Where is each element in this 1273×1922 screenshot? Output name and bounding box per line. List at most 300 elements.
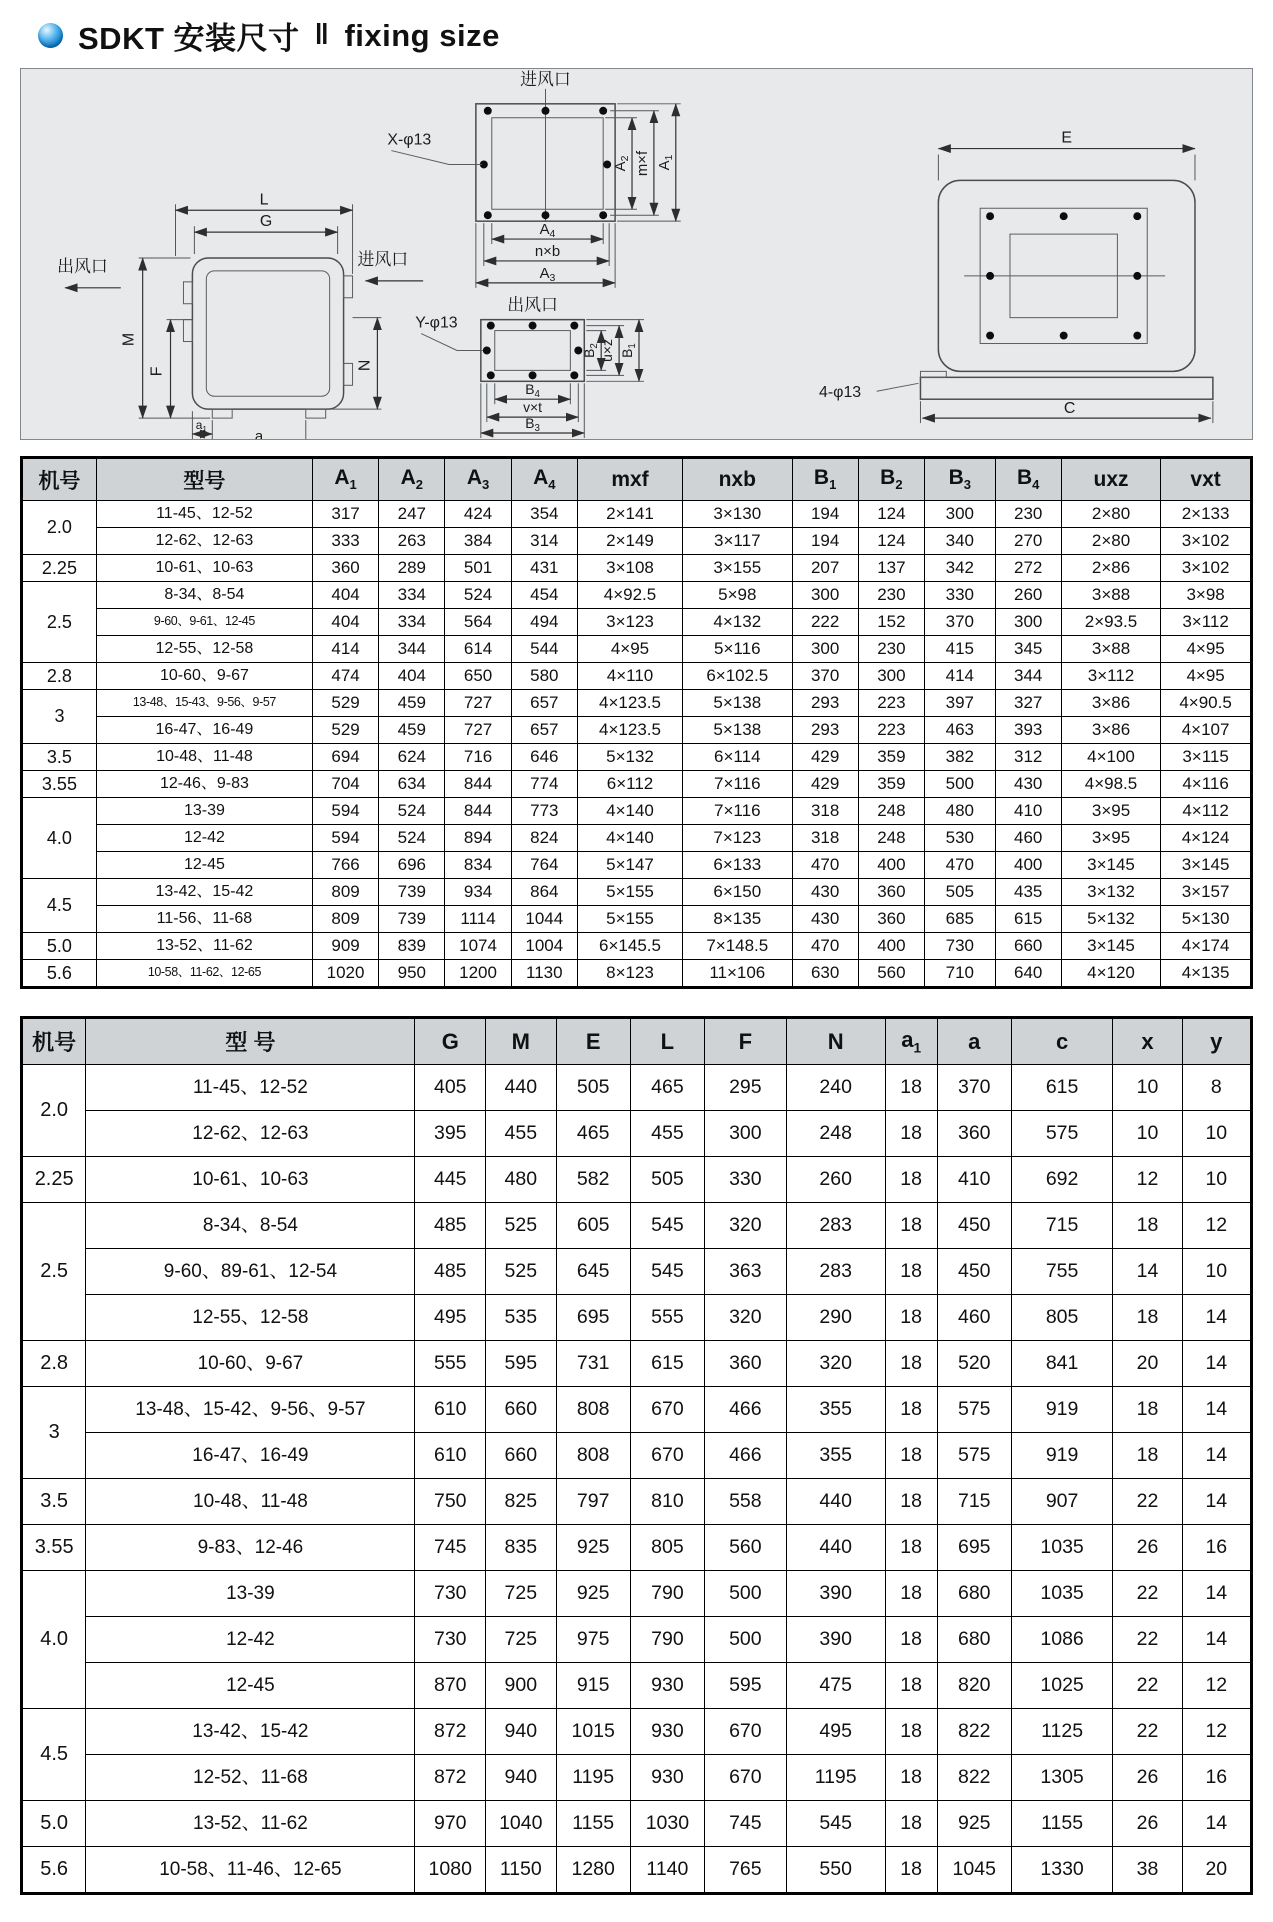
cell-value: 318 xyxy=(792,798,858,825)
cell-value: 580 xyxy=(511,663,577,690)
table-row xyxy=(22,1479,1252,1525)
cell-value: 810 xyxy=(630,1479,704,1525)
cell-model: 8-34、8-54 xyxy=(86,1203,415,1249)
cell-value: 764 xyxy=(511,852,577,879)
cell-value: 152 xyxy=(858,609,924,636)
cell-value: 430 xyxy=(995,771,1061,798)
cell-value: 18 xyxy=(885,1157,937,1203)
cell-value: 312 xyxy=(995,744,1061,771)
cell-value: 22 xyxy=(1113,1617,1182,1663)
cell-value: 805 xyxy=(1011,1295,1112,1341)
cell-value: 400 xyxy=(995,852,1061,879)
cell-value: 3×155 xyxy=(683,555,792,582)
dim-label-uxz: u×z xyxy=(599,339,616,362)
table-row xyxy=(22,879,1252,906)
cell-frame-size: 2.25 xyxy=(22,555,97,582)
cell-model: 10-48、11-48 xyxy=(96,744,312,771)
table-row xyxy=(22,1801,1252,1847)
cell-value: 4×140 xyxy=(577,825,682,852)
table-row xyxy=(22,1295,1252,1341)
cell-frame-size: 3 xyxy=(22,1387,86,1479)
cell-value: 1045 xyxy=(937,1847,1011,1894)
title-bullet-icon xyxy=(38,23,63,48)
cell-value: 841 xyxy=(1011,1341,1112,1387)
cell-value: 545 xyxy=(786,1801,885,1847)
cell-value: 930 xyxy=(630,1755,704,1801)
cell-value: 14 xyxy=(1182,1341,1251,1387)
cell-value: 14 xyxy=(1182,1387,1251,1433)
cell-frame-size: 4.0 xyxy=(22,798,97,879)
cell-value: 359 xyxy=(858,744,924,771)
cell-value: 8×123 xyxy=(577,960,682,988)
table-row xyxy=(22,1157,1252,1203)
cell-value: 272 xyxy=(995,555,1061,582)
cell-value: 10 xyxy=(1113,1111,1182,1157)
cell-value: 790 xyxy=(630,1571,704,1617)
cell-value: 465 xyxy=(556,1111,630,1157)
column-header: L xyxy=(630,1018,704,1065)
cell-value: 300 xyxy=(858,663,924,690)
cell-value: 330 xyxy=(925,582,996,609)
cell-value: 739 xyxy=(379,906,445,933)
cell-value: 524 xyxy=(379,825,445,852)
cell-value: 14 xyxy=(1182,1295,1251,1341)
cell-value: 11×106 xyxy=(683,960,792,988)
cell-value: 500 xyxy=(705,1571,787,1617)
cell-value: 822 xyxy=(937,1709,1011,1755)
cell-value: 38 xyxy=(1113,1847,1182,1894)
cell-model: 9-60、9-61、12-45 xyxy=(96,609,312,636)
cell-value: 12 xyxy=(1182,1709,1251,1755)
cell-value: 731 xyxy=(556,1341,630,1387)
page-title-zh: SDKT 安装尺寸 xyxy=(78,21,300,56)
cell-value: 429 xyxy=(792,771,858,798)
cell-value: 1074 xyxy=(445,933,511,960)
column-header: mxf xyxy=(577,458,682,501)
cell-value: 10 xyxy=(1113,1065,1182,1111)
cell-value: 2×80 xyxy=(1061,501,1160,528)
cell-value: 194 xyxy=(792,528,858,555)
cell-value: 395 xyxy=(415,1111,486,1157)
cell-value: 615 xyxy=(995,906,1061,933)
table-row xyxy=(22,1065,1252,1111)
dim-label-F: F xyxy=(148,366,166,377)
cell-value: 824 xyxy=(511,825,577,852)
cell-value: 594 xyxy=(312,798,378,825)
cell-value: 820 xyxy=(937,1663,1011,1709)
cell-model: 9-60、89-61、12-54 xyxy=(86,1249,415,1295)
cell-value: 1004 xyxy=(511,933,577,960)
cell-value: 10 xyxy=(1182,1249,1251,1295)
cell-value: 1330 xyxy=(1011,1847,1112,1894)
cell-value: 18 xyxy=(885,1387,937,1433)
cell-value: 22 xyxy=(1113,1663,1182,1709)
cell-value: 500 xyxy=(925,771,996,798)
table-row xyxy=(22,528,1252,555)
cell-frame-size: 5.6 xyxy=(22,960,97,988)
cell-value: 5×132 xyxy=(577,744,682,771)
cell-value: 710 xyxy=(925,960,996,988)
cell-value: 359 xyxy=(858,771,924,798)
cell-frame-size: 2.5 xyxy=(22,1203,86,1341)
cell-value: 4×98.5 xyxy=(1061,771,1160,798)
cell-value: 495 xyxy=(786,1709,885,1755)
cell-value: 1130 xyxy=(511,960,577,988)
cell-value: 4×95 xyxy=(577,636,682,663)
cell-value: 16 xyxy=(1182,1755,1251,1801)
cell-value: 4×174 xyxy=(1161,933,1252,960)
header-row xyxy=(22,458,1252,501)
cell-value: 550 xyxy=(786,1847,885,1894)
cell-value: 16 xyxy=(1182,1525,1251,1571)
cell-value: 455 xyxy=(486,1111,557,1157)
table-row xyxy=(22,1203,1252,1249)
cell-value: 431 xyxy=(511,555,577,582)
cell-value: 900 xyxy=(486,1663,557,1709)
cell-value: 405 xyxy=(415,1065,486,1111)
cell-value: 485 xyxy=(415,1249,486,1295)
page-title-bar xyxy=(0,0,1273,62)
cell-value: 393 xyxy=(995,717,1061,744)
cell-value: 320 xyxy=(786,1341,885,1387)
cell-value: 5×98 xyxy=(683,582,792,609)
cell-value: 283 xyxy=(786,1203,885,1249)
cell-value: 6×114 xyxy=(683,744,792,771)
cell-frame-size: 3.5 xyxy=(22,744,97,771)
column-header: G xyxy=(415,1018,486,1065)
cell-value: 3×88 xyxy=(1061,636,1160,663)
cell-value: 20 xyxy=(1182,1847,1251,1894)
cell-value: 410 xyxy=(995,798,1061,825)
cell-value: 3×95 xyxy=(1061,798,1160,825)
cell-value: 3×86 xyxy=(1061,717,1160,744)
cell-value: 360 xyxy=(858,906,924,933)
cell-value: 4×140 xyxy=(577,798,682,825)
cell-value: 670 xyxy=(630,1387,704,1433)
cell-value: 1030 xyxy=(630,1801,704,1847)
cell-value: 809 xyxy=(312,906,378,933)
column-header: vxt xyxy=(1161,458,1252,501)
cell-model: 12-62、12-63 xyxy=(86,1111,415,1157)
cell-value: 766 xyxy=(312,852,378,879)
cell-model: 10-61、10-63 xyxy=(96,555,312,582)
cell-value: 1150 xyxy=(486,1847,557,1894)
page-title-en: fixing size xyxy=(344,17,500,53)
cell-value: 940 xyxy=(486,1709,557,1755)
cell-value: 535 xyxy=(486,1295,557,1341)
cell-value: 560 xyxy=(705,1525,787,1571)
cell-value: 1305 xyxy=(1011,1755,1112,1801)
cell-value: 18 xyxy=(885,1755,937,1801)
cell-value: 283 xyxy=(786,1249,885,1295)
cell-value: 822 xyxy=(937,1755,1011,1801)
cell-value: 4×112 xyxy=(1161,798,1252,825)
cell-value: 14 xyxy=(1182,1433,1251,1479)
cell-value: 773 xyxy=(511,798,577,825)
table-row xyxy=(22,1663,1252,1709)
cell-value: 925 xyxy=(937,1801,1011,1847)
cell-value: 524 xyxy=(379,798,445,825)
cell-value: 26 xyxy=(1113,1755,1182,1801)
cell-model: 8-34、8-54 xyxy=(96,582,312,609)
column-header: $B_4$ xyxy=(995,458,1061,501)
cell-value: 525 xyxy=(486,1249,557,1295)
cell-value: 696 xyxy=(379,852,445,879)
cell-value: 657 xyxy=(511,690,577,717)
cell-value: 397 xyxy=(925,690,996,717)
cell-value: 14 xyxy=(1113,1249,1182,1295)
table-row xyxy=(22,1249,1252,1295)
cell-value: 5×130 xyxy=(1161,906,1252,933)
cell-value: 5×138 xyxy=(683,717,792,744)
cell-value: 730 xyxy=(415,1571,486,1617)
cell-value: 414 xyxy=(925,663,996,690)
cell-value: 18 xyxy=(885,1663,937,1709)
cell-value: 363 xyxy=(705,1249,787,1295)
cell-value: 5×155 xyxy=(577,906,682,933)
cell-value: 415 xyxy=(925,636,996,663)
cell-value: 750 xyxy=(415,1479,486,1525)
cell-value: 930 xyxy=(630,1663,704,1709)
cell-value: 355 xyxy=(786,1433,885,1479)
cell-value: 500 xyxy=(705,1617,787,1663)
cell-frame-size: 2.0 xyxy=(22,1065,86,1157)
cell-value: 970 xyxy=(415,1801,486,1847)
cell-value: 872 xyxy=(415,1709,486,1755)
cell-value: 248 xyxy=(858,825,924,852)
cell-value: 230 xyxy=(995,501,1061,528)
cell-value: 657 xyxy=(511,717,577,744)
cell-value: 470 xyxy=(792,852,858,879)
cell-value: 615 xyxy=(1011,1065,1112,1111)
cell-model: 13-42、15-42 xyxy=(86,1709,415,1755)
cell-value: 430 xyxy=(792,906,858,933)
cell-value: 1080 xyxy=(415,1847,486,1894)
table-row xyxy=(22,636,1252,663)
cell-value: 844 xyxy=(445,771,511,798)
unit-side-view xyxy=(57,191,423,439)
cell-value: 4×132 xyxy=(683,609,792,636)
cell-value: 480 xyxy=(486,1157,557,1203)
cell-model: 12-42 xyxy=(96,825,312,852)
cell-value: 300 xyxy=(925,501,996,528)
cell-value: 414 xyxy=(312,636,378,663)
cell-value: 230 xyxy=(858,582,924,609)
cell-value: 370 xyxy=(925,609,996,636)
cell-value: 715 xyxy=(937,1479,1011,1525)
cell-value: 4×92.5 xyxy=(577,582,682,609)
cell-value: 934 xyxy=(445,879,511,906)
cell-model: 13-52、11-62 xyxy=(96,933,312,960)
cell-value: 8 xyxy=(1182,1065,1251,1111)
cell-value: 2×133 xyxy=(1161,501,1252,528)
column-header: x xyxy=(1113,1018,1182,1065)
cell-value: 3×88 xyxy=(1061,582,1160,609)
dim-label-A2: $A_2$ xyxy=(613,155,632,172)
table-row xyxy=(22,1433,1252,1479)
table-row xyxy=(22,744,1252,771)
cell-value: 575 xyxy=(937,1387,1011,1433)
cell-frame-size: 4.5 xyxy=(22,879,97,933)
cell-value: 864 xyxy=(511,879,577,906)
cell-model: 11-45、12-52 xyxy=(96,501,312,528)
column-header: 机号 xyxy=(22,1018,86,1065)
cell-value: 6×145.5 xyxy=(577,933,682,960)
column-header: $B_1$ xyxy=(792,458,858,501)
cell-value: 680 xyxy=(937,1571,1011,1617)
cell-value: 1140 xyxy=(630,1847,704,1894)
cell-value: 3×108 xyxy=(577,555,682,582)
table-row xyxy=(22,582,1252,609)
cell-value: 3×102 xyxy=(1161,528,1252,555)
table-row xyxy=(22,1709,1252,1755)
cell-value: 7×148.5 xyxy=(683,933,792,960)
cell-value: 558 xyxy=(705,1479,787,1525)
dim-label-A1: $A_1$ xyxy=(656,154,675,171)
dim-label-a: a xyxy=(254,428,264,439)
cell-value: 18 xyxy=(885,1801,937,1847)
cell-value: 1035 xyxy=(1011,1525,1112,1571)
overall-dimension-table xyxy=(20,1016,1253,1895)
cell-value: 3×130 xyxy=(683,501,792,528)
cell-value: 344 xyxy=(379,636,445,663)
cell-value: 450 xyxy=(937,1249,1011,1295)
cell-value: 360 xyxy=(858,879,924,906)
cell-model: 10-48、11-48 xyxy=(86,1479,415,1525)
cell-value: 12 xyxy=(1113,1157,1182,1203)
cell-value: 1025 xyxy=(1011,1663,1112,1709)
cell-value: 725 xyxy=(486,1571,557,1617)
cell-model: 10-60、9-67 xyxy=(96,663,312,690)
dim-label-E: E xyxy=(1061,129,1072,147)
cell-value: 124 xyxy=(858,501,924,528)
cell-value: 260 xyxy=(995,582,1061,609)
dim-label-N: N xyxy=(356,359,374,372)
cell-value: 1155 xyxy=(1011,1801,1112,1847)
cell-value: 1280 xyxy=(556,1847,630,1894)
cell-value: 825 xyxy=(486,1479,557,1525)
cell-frame-size: 2.25 xyxy=(22,1157,86,1203)
cell-value: 470 xyxy=(792,933,858,960)
cell-value: 555 xyxy=(630,1295,704,1341)
cell-value: 320 xyxy=(705,1203,787,1249)
cell-value: 1086 xyxy=(1011,1617,1112,1663)
cell-model: 10-58、11-46、12-65 xyxy=(86,1847,415,1894)
cell-value: 440 xyxy=(786,1479,885,1525)
dim-label-C: C xyxy=(1063,400,1076,418)
cell-value: 685 xyxy=(925,906,996,933)
cell-value: 725 xyxy=(486,1617,557,1663)
cell-value: 495 xyxy=(415,1295,486,1341)
cell-value: 14 xyxy=(1182,1479,1251,1525)
cell-value: 223 xyxy=(858,690,924,717)
cell-frame-size: 5.0 xyxy=(22,1801,86,1847)
cell-frame-size: 2.0 xyxy=(22,501,97,555)
cell-value: 300 xyxy=(792,582,858,609)
cell-value: 790 xyxy=(630,1617,704,1663)
cell-value: 2×80 xyxy=(1061,528,1160,555)
cell-value: 646 xyxy=(511,744,577,771)
cell-frame-size: 4.0 xyxy=(22,1571,86,1709)
cell-value: 564 xyxy=(445,609,511,636)
cell-value: 5×147 xyxy=(577,852,682,879)
table-row xyxy=(22,1847,1252,1894)
cell-value: 10 xyxy=(1182,1157,1251,1203)
cell-value: 293 xyxy=(792,717,858,744)
cell-value: 634 xyxy=(379,771,445,798)
cell-value: 2×141 xyxy=(577,501,682,528)
cell-value: 12 xyxy=(1182,1663,1251,1709)
cell-value: 22 xyxy=(1113,1709,1182,1755)
cell-value: 692 xyxy=(1011,1157,1112,1203)
cell-value: 12 xyxy=(1182,1203,1251,1249)
table-row xyxy=(22,717,1252,744)
cell-value: 1040 xyxy=(486,1801,557,1847)
cell-frame-size: 3.5 xyxy=(22,1479,86,1525)
cell-value: 1155 xyxy=(556,1801,630,1847)
column-header: 机号 xyxy=(22,458,97,501)
cell-value: 919 xyxy=(1011,1433,1112,1479)
column-header: 型号 xyxy=(96,458,312,501)
cell-value: 289 xyxy=(379,555,445,582)
cell-value: 14 xyxy=(1182,1617,1251,1663)
cell-frame-size: 4.5 xyxy=(22,1709,86,1801)
inlet-holes-label: X-φ13 xyxy=(387,131,432,149)
cell-value: 360 xyxy=(705,1341,787,1387)
cell-value: 300 xyxy=(705,1111,787,1157)
cell-frame-size: 2.8 xyxy=(22,1341,86,1387)
cell-value: 465 xyxy=(630,1065,704,1111)
cell-value: 505 xyxy=(630,1157,704,1203)
cell-value: 459 xyxy=(379,690,445,717)
cell-value: 3×145 xyxy=(1061,933,1160,960)
cell-value: 925 xyxy=(556,1571,630,1617)
cell-model: 10-60、9-67 xyxy=(86,1341,415,1387)
dim-label-B2: $B_2$ xyxy=(581,343,601,358)
cell-value: 3×117 xyxy=(683,528,792,555)
cell-value: 334 xyxy=(379,582,445,609)
cell-value: 797 xyxy=(556,1479,630,1525)
column-header: $A_4$ xyxy=(511,458,577,501)
cell-value: 2×93.5 xyxy=(1061,609,1160,636)
cell-value: 26 xyxy=(1113,1525,1182,1571)
cell-value: 345 xyxy=(995,636,1061,663)
cell-value: 124 xyxy=(858,528,924,555)
cell-value: 320 xyxy=(705,1295,787,1341)
column-header: E xyxy=(556,1018,630,1065)
cell-model: 9-83、12-46 xyxy=(86,1525,415,1571)
cell-value: 582 xyxy=(556,1157,630,1203)
cell-value: 660 xyxy=(486,1387,557,1433)
cell-value: 1195 xyxy=(786,1755,885,1801)
cell-value: 7×116 xyxy=(683,771,792,798)
cell-value: 3×145 xyxy=(1161,852,1252,879)
cell-value: 4×124 xyxy=(1161,825,1252,852)
cell-value: 450 xyxy=(937,1203,1011,1249)
cell-value: 382 xyxy=(925,744,996,771)
cell-value: 18 xyxy=(885,1709,937,1755)
cell-value: 314 xyxy=(511,528,577,555)
column-header: y xyxy=(1182,1018,1251,1065)
table-row xyxy=(22,933,1252,960)
cell-value: 755 xyxy=(1011,1249,1112,1295)
cell-value: 18 xyxy=(885,1847,937,1894)
table-row xyxy=(22,825,1252,852)
cell-value: 595 xyxy=(705,1663,787,1709)
cell-value: 930 xyxy=(630,1709,704,1755)
table-row xyxy=(22,690,1252,717)
cell-value: 805 xyxy=(630,1525,704,1571)
